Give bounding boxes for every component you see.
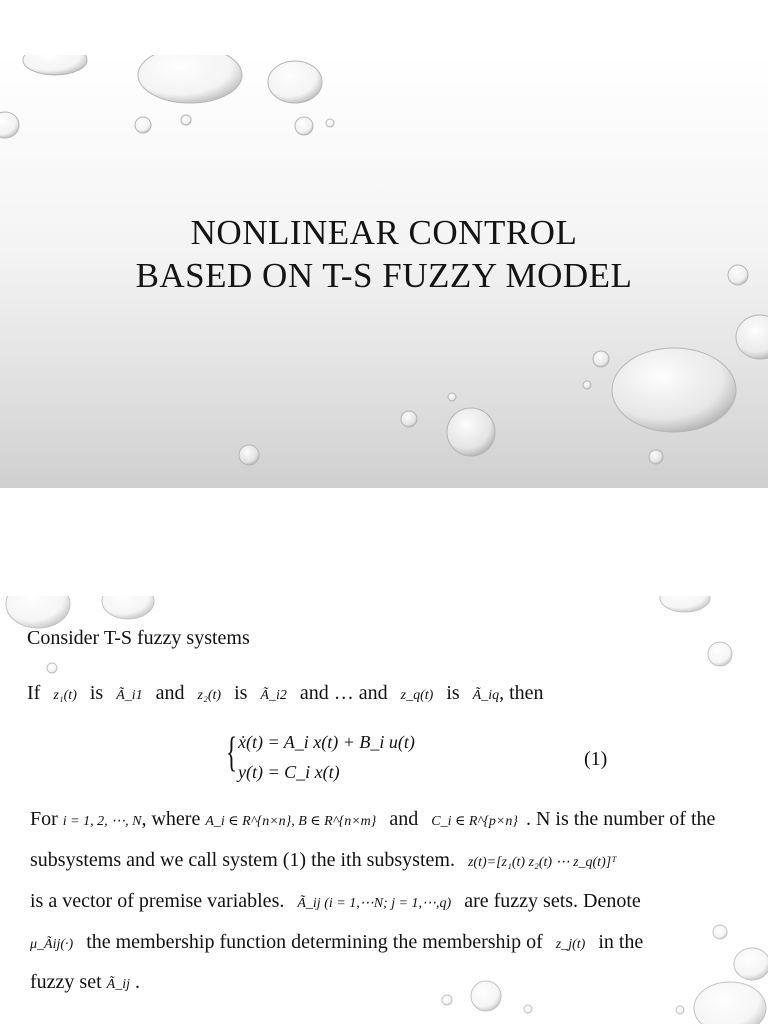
para-line3-a: is a vector of premise variables. (30, 890, 285, 912)
para-line-4 (30, 931, 643, 954)
para-line-3 (30, 890, 641, 913)
rule-and-1: and (155, 682, 185, 704)
para-n-desc: . N is the number of the (525, 808, 716, 830)
para-line-2 (30, 849, 617, 872)
para-zj: z_j(t) (555, 937, 586, 952)
para-and: and (389, 808, 419, 830)
equation-line-2: y(t) = C_i x(t) (238, 762, 340, 782)
para-ai: A_i ∈ R^{n×n}, B ∈ R^{n×m} (205, 814, 377, 829)
rule-then: , then (499, 682, 544, 704)
title-line-2: BASED ON T-S FUZZY MODEL (135, 256, 633, 295)
intro-text: Consider T-S fuzzy systems (27, 627, 250, 649)
title-line-1: NONLINEAR CONTROL (190, 213, 578, 252)
rule-is-1: is (89, 682, 104, 704)
rule-is-3: is (446, 682, 460, 704)
slide-title (0, 211, 768, 297)
title-slide (0, 55, 768, 488)
para-line3-b: are fuzzy sets. Denote (464, 890, 641, 912)
para-index: i = 1, 2, ⋯, N (62, 814, 142, 829)
para-line4-text: the membership function determining the membership of (86, 931, 543, 953)
rule-z1: z₁(t) (53, 688, 77, 703)
rule-z2: z₂(t) (197, 688, 222, 703)
para-aij: Ã_ij (i = 1,⋯N; j = 1,⋯,q) (297, 896, 452, 911)
para-zvec: z(t)=[z₁(t) z₂(t) ⋯ z_q(t)]ᵀ (467, 855, 617, 870)
rule-aq: Ã_iq (472, 688, 500, 703)
equation-line-1: ẋ(t) = A_i x(t) + B_i u(t) (238, 732, 415, 752)
para-ci: C_i ∈ R^{p×n} (431, 814, 518, 829)
para-line5-end: . (134, 971, 140, 993)
equation-number: (1) (584, 748, 608, 770)
fuzzy-rule (27, 682, 544, 705)
para-line2-text: subsystems and we call system (1) the ith subsystem. (30, 849, 455, 871)
content-slide (0, 596, 768, 1024)
para-aij-2: Ã_ij (106, 977, 130, 992)
rule-if: If (27, 682, 41, 704)
rule-is-2: is (234, 682, 248, 704)
para-line-5 (30, 971, 140, 994)
para-mu: μ_Ãij(·) (30, 937, 74, 952)
para-line4-end: in the (598, 931, 644, 953)
para-line-1 (30, 808, 715, 831)
para-where: , where (141, 808, 201, 830)
para-line5-text: fuzzy set (30, 971, 102, 993)
rule-zq: z_q(t) (400, 688, 434, 703)
rule-ellipsis: and … and (299, 682, 388, 704)
para-for: For (30, 808, 58, 830)
equation-brace: { (226, 730, 238, 776)
rule-a1: Ã_i1 (116, 688, 143, 703)
rule-a2: Ã_i2 (260, 688, 287, 703)
